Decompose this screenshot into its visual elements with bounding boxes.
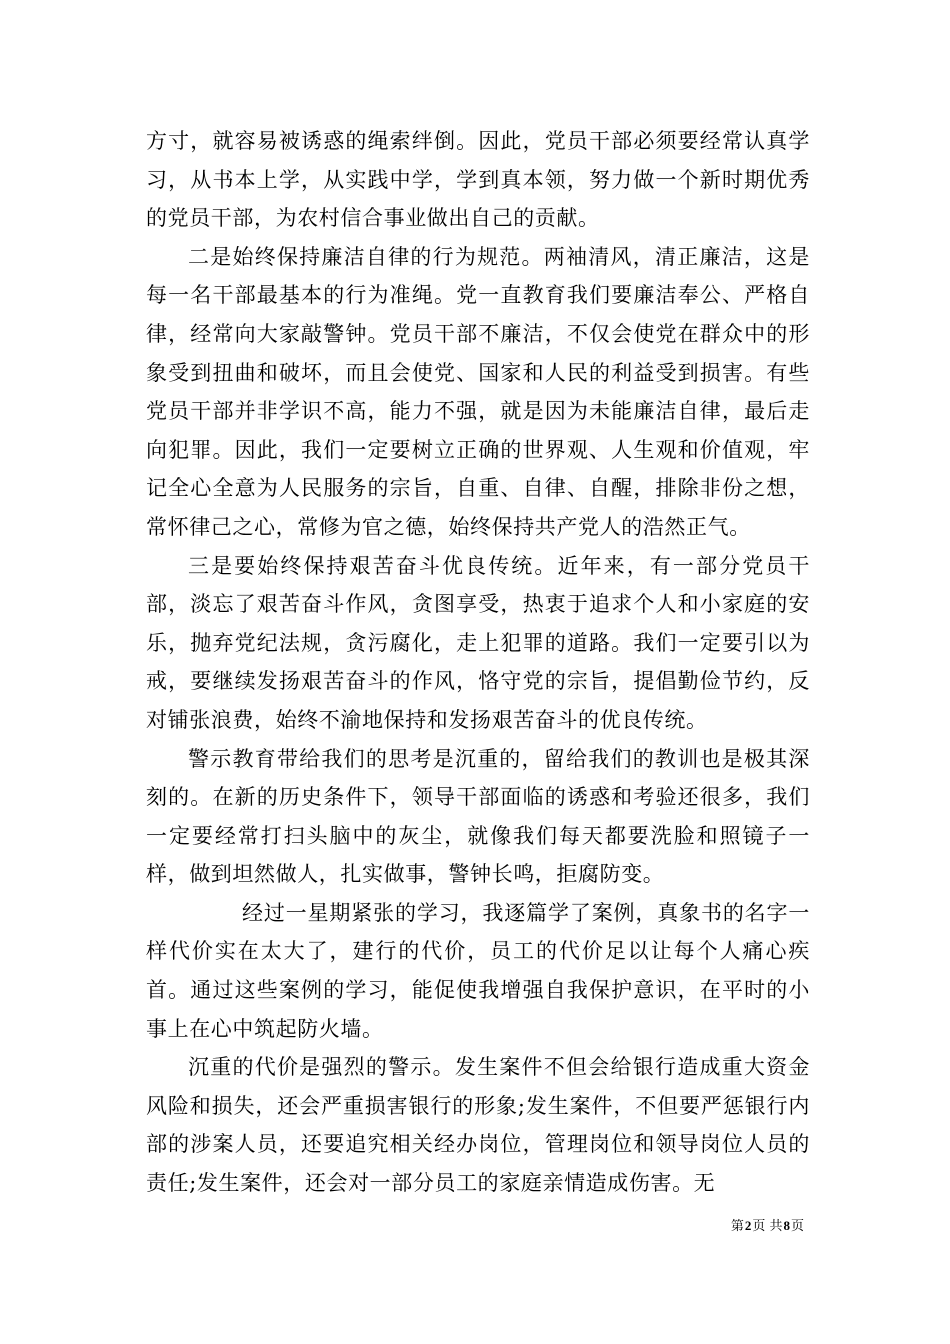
footer-suffix: 页 (790, 1219, 804, 1234)
current-page-number: 2 (744, 1218, 752, 1233)
paragraph-integrity: 二是始终保持廉洁自律的行为规范。两袖清风，清正廉洁，这是每一名干部最基本的行为准绳。党一直教育我们要廉洁奉公、严格自律，经常向大家敲警钟。党员干部不廉洁，不仅会使党在群众中的形象受到扭曲和破坏，而且会使党、国家和人民的利益受到损害。有些党员干部并非学识不高，能力不强，就是因为未能廉洁自律，最后走向犯罪。因此，我们一定要树立正确的世界观、人生观和价值观，牢记全心全意为人民服务的宗旨，自重、自律、自醒，排除非份之想，常怀律己之心，常修为官之德，始终保持共产党人的浩然正气。 (146, 244, 810, 539)
paragraph-study-reflection: 经过一星期紧张的学习，我逐篇学了案例，真象书的名字一样代价实在太大了，建行的代价，员工的代价足以让每个人痛心疾首。通过这些案例的学习，能促使我增强自我保护意识，在平时的小事上在心中筑起防火墙。 (146, 900, 810, 1041)
paragraph-continuation: 方寸，就容易被诱惑的绳索绊倒。因此，党员干部必须要经常认真学习，从书本上学，从实践中学，学到真本领，努力做一个新时期优秀的党员干部，为农村信合事业做出自己的贡献。 (146, 129, 810, 231)
page-footer (731, 1218, 804, 1235)
paragraph-warning-education: 警示教育带给我们的思考是沉重的，留给我们的教训也是极其深刻的。在新的历史条件下，领导干部面临的诱惑和考验还很多，我们一定要经常打扫头脑中的灰尘，就像我们每天都要洗脸和照镜子一样，做到坦然做人，扎实做事，警钟长鸣，拒腐防变。 (146, 746, 810, 887)
total-pages-number: 8 (783, 1218, 790, 1233)
document-body (146, 122, 810, 1203)
footer-middle: 页 共 (752, 1219, 783, 1234)
paragraph-hard-work: 三是要始终保持艰苦奋斗优良传统。近年来，有一部分党员干部，淡忘了艰苦奋斗作风，贪图享受，热衷于追求个人和小家庭的安乐，抛弃党纪法规，贪污腐化，走上犯罪的道路。我们一定要引以为戒，要继续发扬艰苦奋斗的作风，恪守党的宗旨，提倡勤俭节约，反对铺张浪费，始终不渝地保持和发扬艰苦奋斗的优良传统。 (146, 553, 810, 732)
paragraph-heavy-price: 沉重的代价是强烈的警示。发生案件不但会给银行造成重大资金风险和损失，还会严重损害银行的形象;发生案件，不但要严惩银行内部的涉案人员，还要追究相关经办岗位，管理岗位和领导岗位人员的责任;发生案件，还会对一部分员工的家庭亲情造成伤害。无 (146, 1055, 810, 1196)
footer-prefix: 第 (730, 1219, 744, 1234)
